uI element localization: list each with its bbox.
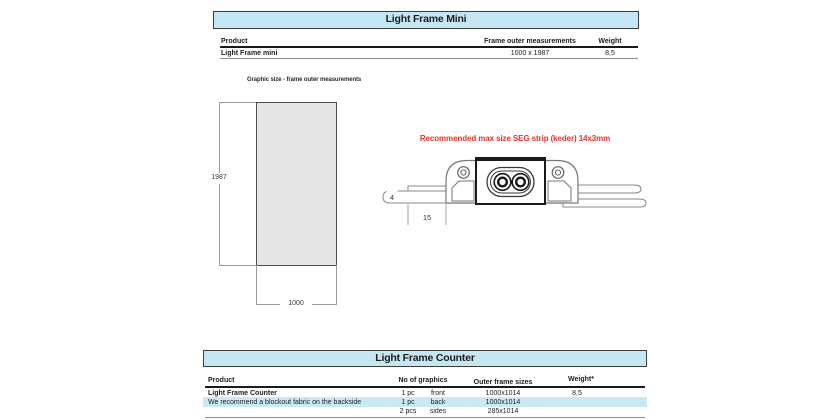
mini-row-product: Light Frame mini — [221, 50, 278, 57]
mini-title-bar: Light Frame Mini — [213, 11, 639, 29]
counter-title-bar: Light Frame Counter — [203, 350, 647, 367]
profile-cross-section-diagram — [378, 148, 650, 228]
counter-header-graphics: No of graphics — [398, 377, 448, 384]
depth-dimension-label: 15 — [422, 213, 432, 222]
left-flange-step — [408, 186, 448, 191]
counter-table-bottom-rule — [205, 417, 645, 418]
counter-header-sizes: Outer frame sizes — [473, 379, 533, 386]
height-dimension-line — [219, 102, 220, 266]
counter-row3-size: 285x1014 — [487, 408, 519, 415]
right-screw-hole-inner — [555, 170, 560, 175]
right-flange-upper — [577, 185, 641, 193]
mini-row-weight: 8,5 — [605, 50, 615, 57]
mini-header-measurements: Frame outer measurements — [484, 38, 576, 45]
mini-table-header-rule — [220, 46, 638, 48]
counter-row2-side: back — [430, 399, 446, 406]
height-dim-ext-bottom — [219, 265, 256, 266]
mini-header-product: Product — [221, 38, 248, 45]
counter-row2-qty: 1 pc — [401, 399, 415, 406]
left-screw-hole-inner — [461, 170, 466, 175]
mini-row-measurements: 1000 x 1987 — [510, 50, 550, 57]
seg-strip-note: Recommended max size SEG strip (keder) 14x3mm — [419, 134, 611, 143]
width-dim-ext-left — [256, 265, 257, 305]
frame-graphic-rectangle — [256, 102, 337, 266]
height-dimension-label: 1987 — [203, 173, 235, 184]
right-corner-block — [548, 181, 571, 201]
counter-row1-qty: 1 pc — [401, 390, 415, 397]
mini-header-weight: Weight — [598, 38, 622, 45]
right-tube-inner — [516, 178, 525, 187]
counter-row3-qty: 2 pcs — [399, 408, 417, 415]
thickness-dimension-label: 4 — [389, 193, 395, 202]
counter-header-weight: Weight* — [568, 376, 594, 383]
counter-table-header-rule — [205, 386, 645, 388]
counter-row1-side: front — [430, 390, 445, 397]
counter-row3-side: sides — [429, 408, 447, 415]
width-dim-ext-right — [336, 265, 337, 305]
graphic-size-caption: Graphic size - frame outer measurements — [247, 77, 362, 83]
height-dim-ext-top — [219, 102, 256, 103]
counter-row1-product: Light Frame Counter — [208, 390, 277, 397]
counter-row2-product: We recommend a blockout fabric on the backside — [208, 399, 362, 406]
width-dimension-label: 1000 — [280, 299, 312, 310]
left-corner-block — [452, 181, 474, 201]
counter-row1-weight: 8,5 — [572, 390, 582, 397]
counter-row2-size: 1000x1014 — [485, 399, 521, 406]
left-tube-inner — [498, 178, 507, 187]
counter-row1-size: 1000x1014 — [485, 390, 521, 397]
counter-header-product: Product — [208, 377, 235, 384]
mini-table-bottom-rule — [220, 58, 638, 59]
